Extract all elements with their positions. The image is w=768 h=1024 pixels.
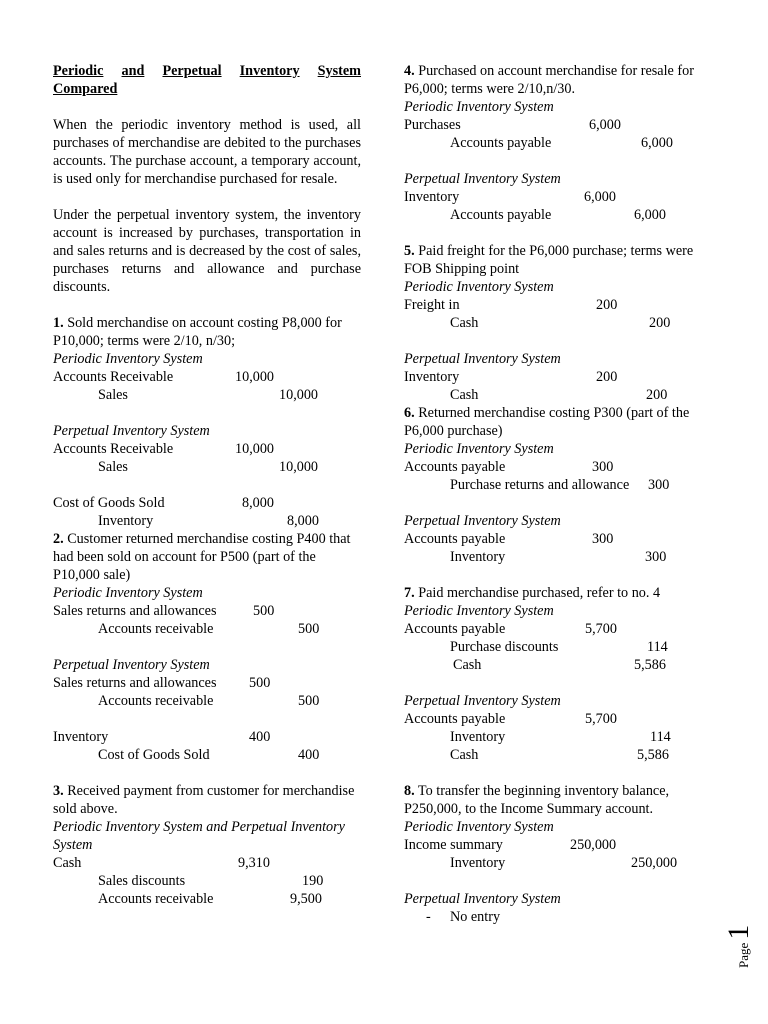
credit-amount: 6,000 — [641, 135, 673, 151]
account-name: Sales returns and allowances — [53, 675, 217, 691]
debit-amount: 9,310 — [238, 855, 270, 871]
debit-amount: 250,000 — [570, 837, 617, 853]
journal-line — [404, 296, 704, 314]
journal-line — [404, 188, 704, 206]
credit-amount: 114 — [650, 729, 671, 745]
periodic-label: Periodic Inventory System — [404, 99, 554, 115]
account-name: Cost of Goods Sold — [98, 747, 210, 763]
item-6-heading — [404, 404, 704, 440]
periodic-label: Periodic Inventory System — [53, 351, 203, 367]
item-number: 1. — [53, 315, 64, 331]
item-number: 5. — [404, 243, 415, 259]
debit-amount: 200 — [596, 369, 618, 385]
debit-amount: 5,700 — [585, 711, 617, 727]
debit-amount: 10,000 — [235, 369, 275, 385]
credit-amount: 5,586 — [637, 747, 669, 763]
account-name: Inventory — [98, 513, 154, 529]
credit-amount: 300 — [645, 549, 667, 565]
account-name: Sales — [98, 387, 128, 403]
item-text: Paid merchandise purchased, refer to no. 4 — [414, 585, 661, 601]
item-text: Sold merchandise on account costing P8,000 for P10,000; terms were 2/10, n/30; — [53, 315, 342, 349]
title-word: Perpetual — [162, 63, 222, 79]
journal-line — [53, 458, 361, 476]
journal-line — [404, 548, 704, 566]
item-8-heading — [404, 782, 704, 818]
item-text: Purchased on account merchandise for resale for P6,000; terms were 2/10,n/30. — [404, 63, 694, 97]
account-name: Income summary — [404, 837, 503, 853]
account-name: Purchase discounts — [450, 639, 559, 655]
journal-line — [53, 872, 361, 890]
account-name: Cash — [453, 657, 482, 673]
account-name: Accounts receivable — [98, 693, 214, 709]
journal-line — [404, 368, 704, 386]
page-word: Page — [736, 942, 751, 968]
debit-amount: 10,000 — [235, 441, 275, 457]
item-number: 2. — [53, 531, 64, 547]
item-1-heading — [53, 314, 361, 350]
account-name: Freight in — [404, 297, 460, 313]
journal-line — [404, 710, 704, 728]
periodic-label: Periodic Inventory System — [53, 585, 203, 601]
item-text: To transfer the beginning inventory balance, P250,000, to the Income Summary account. — [404, 783, 670, 817]
journal-line — [404, 134, 704, 152]
account-name: Purchases — [404, 117, 461, 133]
account-name: Accounts payable — [450, 135, 552, 151]
journal-line — [404, 746, 704, 764]
journal-line — [53, 368, 361, 386]
perpetual-label: Perpetual Inventory System — [404, 891, 561, 907]
perpetual-label: Perpetual Inventory System — [53, 423, 210, 439]
account-name: Inventory — [450, 855, 506, 871]
journal-line — [404, 854, 704, 872]
title-word: Periodic — [53, 63, 104, 79]
account-name: Accounts receivable — [98, 621, 214, 637]
journal-line — [404, 620, 704, 638]
account-name: Accounts Receivable — [53, 369, 174, 385]
item-number: 4. — [404, 63, 415, 79]
debit-amount: 300 — [592, 459, 614, 475]
journal-line — [53, 746, 361, 764]
account-name: Accounts payable — [404, 621, 506, 637]
journal-line — [404, 638, 704, 656]
perpetual-label: Perpetual Inventory System — [404, 171, 561, 187]
journal-line — [53, 602, 361, 620]
credit-amount: 200 — [646, 387, 668, 403]
title-word: Inventory — [239, 63, 300, 79]
journal-line — [53, 692, 361, 710]
account-name: Inventory — [53, 729, 109, 745]
perpetual-label: Perpetual Inventory System — [404, 513, 561, 529]
credit-amount: 9,500 — [290, 891, 322, 907]
credit-amount: 500 — [298, 621, 320, 637]
account-name: Accounts Receivable — [53, 441, 174, 457]
item-number: 8. — [404, 783, 415, 799]
debit-amount: 500 — [253, 603, 275, 619]
item-3-heading — [53, 782, 361, 818]
journal-line — [53, 854, 361, 872]
credit-amount: 8,000 — [287, 513, 319, 529]
account-name: Accounts payable — [404, 531, 506, 547]
account-name: Cash — [53, 855, 82, 871]
intro-paragraph-perpetual: Under the perpetual inventory system, the inventory account is increased by purchases, transportation in and sales returns and is decreased by the cost of sales, purchases returns and allowance and purchase discounts. — [53, 207, 361, 295]
credit-amount: 200 — [649, 315, 671, 331]
left-column — [53, 62, 361, 908]
item-text: Customer returned merchandise costing P400 that had been sold on account for P500 (part of the P10,000 sale) — [53, 531, 351, 583]
journal-line — [404, 656, 704, 674]
journal-line — [404, 476, 704, 494]
item-2-heading — [53, 530, 361, 584]
account-name: Inventory — [450, 729, 506, 745]
title-word: System — [317, 63, 361, 79]
account-name: Inventory — [404, 189, 460, 205]
credit-amount: 10,000 — [279, 459, 319, 475]
account-name: Cost of Goods Sold — [53, 495, 165, 511]
journal-line — [53, 386, 361, 404]
account-name: Cash — [450, 747, 479, 763]
credit-amount: 500 — [298, 693, 320, 709]
no-entry-text: No entry — [450, 909, 501, 925]
account-name: Accounts payable — [404, 459, 506, 475]
periodic-label: Periodic Inventory System — [404, 819, 554, 835]
page-number: 1 — [722, 924, 755, 940]
item-number: 7. — [404, 585, 415, 601]
no-entry-line — [404, 908, 704, 926]
periodic-label: Periodic Inventory System — [404, 279, 554, 295]
item-text: Returned merchandise costing P300 (part of the P6,000 purchase) — [404, 405, 690, 439]
account-name: Cash — [450, 315, 479, 331]
credit-amount: 250,000 — [631, 855, 678, 871]
account-name: Cash — [450, 387, 479, 403]
item-4-heading — [404, 62, 704, 98]
account-name: Sales — [98, 459, 128, 475]
title-word: and — [121, 63, 145, 79]
journal-line — [53, 728, 361, 746]
account-name: Inventory — [404, 369, 460, 385]
journal-line — [404, 728, 704, 746]
item-5-heading — [404, 242, 704, 278]
perpetual-label: Perpetual Inventory System — [404, 693, 561, 709]
debit-amount: 400 — [249, 729, 271, 745]
account-name: Inventory — [450, 549, 506, 565]
debit-amount: 200 — [596, 297, 618, 313]
account-name: Accounts receivable — [98, 891, 214, 907]
debit-amount: 5,700 — [585, 621, 617, 637]
bullet-dash: - — [426, 909, 431, 925]
debit-amount: 500 — [249, 675, 271, 691]
journal-line — [53, 674, 361, 692]
journal-line — [53, 494, 361, 512]
journal-line — [404, 116, 704, 134]
credit-amount: 190 — [302, 873, 324, 889]
account-name: Sales discounts — [98, 873, 186, 889]
document-title — [53, 62, 361, 98]
debit-amount: 6,000 — [584, 189, 616, 205]
item-number: 3. — [53, 783, 64, 799]
item-number: 6. — [404, 405, 415, 421]
journal-line — [53, 890, 361, 908]
journal-line — [404, 836, 704, 854]
credit-amount: 5,586 — [634, 657, 666, 673]
credit-amount: 114 — [647, 639, 668, 655]
credit-amount: 400 — [298, 747, 320, 763]
account-name: Accounts payable — [404, 711, 506, 727]
credit-amount: 10,000 — [279, 387, 319, 403]
journal-line — [53, 512, 361, 530]
journal-line — [53, 620, 361, 638]
journal-line — [404, 458, 704, 476]
intro-paragraph-periodic: When the periodic inventory method is used, all purchases of merchandise are debited to the purchases accounts. The purchase account, a temporary account, is used only for merchandise purchased for resale. — [53, 117, 361, 187]
debit-amount: 8,000 — [242, 495, 274, 511]
debit-amount: 6,000 — [589, 117, 621, 133]
item-text: Paid freight for the P6,000 purchase; terms were FOB Shipping point — [404, 243, 694, 277]
journal-line — [53, 440, 361, 458]
periodic-label: Periodic Inventory System — [404, 441, 554, 457]
periodic-perpetual-label: Periodic Inventory System and Perpetual Inventory System — [53, 819, 345, 853]
journal-line — [404, 386, 704, 404]
account-name: Purchase returns and allowance — [450, 477, 630, 493]
perpetual-label: Perpetual Inventory System — [404, 351, 561, 367]
journal-line — [404, 206, 704, 224]
right-column — [404, 62, 704, 926]
credit-amount: 300 — [648, 477, 670, 493]
perpetual-label: Perpetual Inventory System — [53, 657, 210, 673]
title-line-2: Compared — [53, 81, 118, 97]
page-number-footer — [724, 922, 758, 968]
item-7-heading — [404, 584, 704, 602]
item-text: Received payment from customer for merchandise sold above. — [53, 783, 355, 817]
credit-amount: 6,000 — [634, 207, 666, 223]
journal-line — [404, 530, 704, 548]
journal-line — [404, 314, 704, 332]
account-name: Accounts payable — [450, 207, 552, 223]
account-name: Sales returns and allowances — [53, 603, 217, 619]
periodic-label: Periodic Inventory System — [404, 603, 554, 619]
debit-amount: 300 — [592, 531, 614, 547]
